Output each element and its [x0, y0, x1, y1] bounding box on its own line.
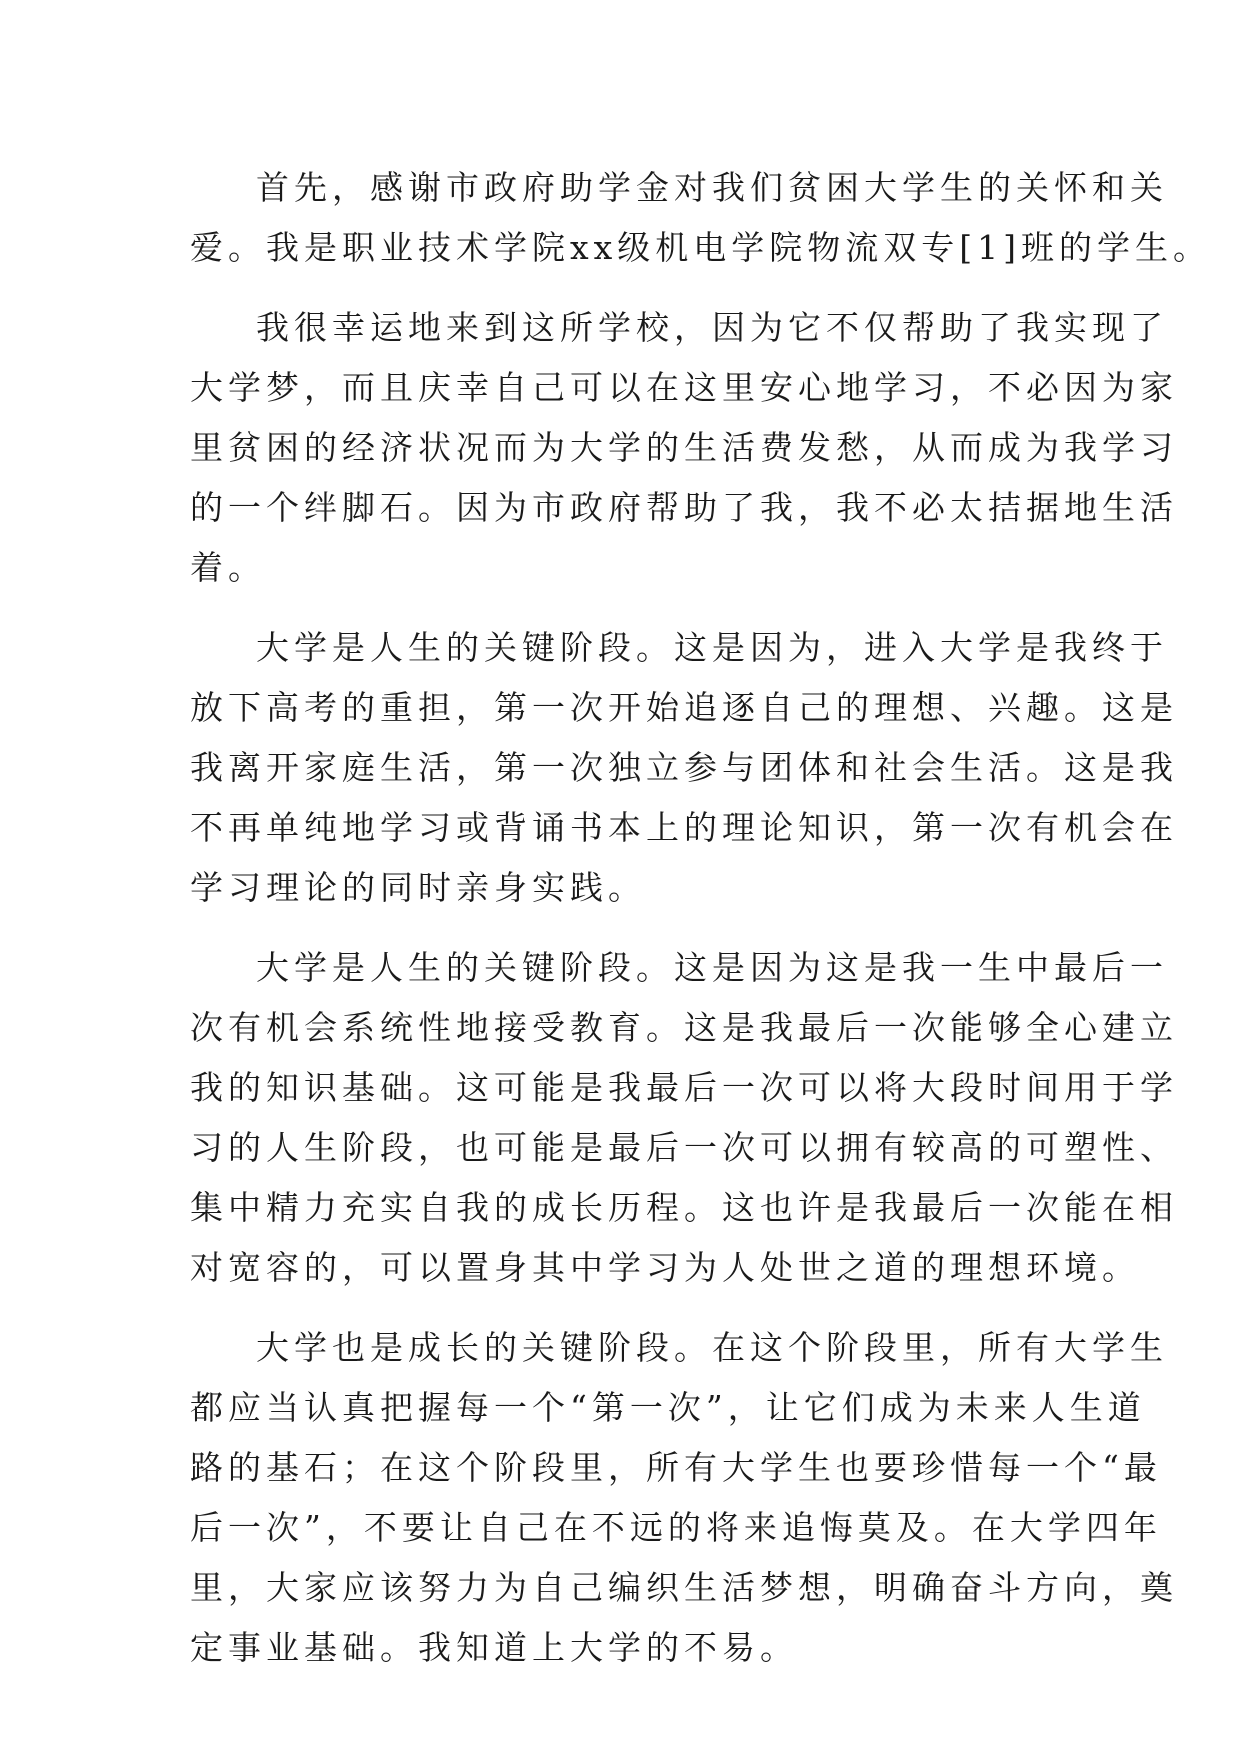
text-line: 我很幸运地来到这所学校，因为它不仅帮助了我实现了 [256, 308, 1168, 347]
paragraph-5 [190, 1318, 1178, 1678]
text-line: 的一个绊脚石。因为市政府帮助了我，我不必太拮据地生活 [190, 488, 1178, 527]
text-line: 次有机会系统性地接受教育。这是我最后一次能够全心建立 [190, 1008, 1178, 1047]
text-line: 我的知识基础。这可能是我最后一次可以将大段时间用于学 [190, 1068, 1178, 1107]
text-line: 路的基石；在这个阶段里，所有大学生也要珍惜每一个“最 [190, 1448, 1162, 1487]
paragraph-2 [190, 298, 1178, 598]
paragraph-1 [190, 158, 1211, 278]
text-line: 我离开家庭生活，第一次独立参与团体和社会生活。这是我 [190, 748, 1178, 787]
paragraph-spacing [190, 918, 1090, 938]
paragraph-4 [190, 938, 1178, 1298]
text-line: 对宽容的，可以置身其中学习为人处世之道的理想环境。 [190, 1248, 1140, 1287]
text-line: 大学是人生的关键阶段。这是因为这是我一生中最后一 [256, 948, 1168, 987]
paragraph-spacing [190, 278, 1090, 298]
text-line: 大学梦，而且庆幸自己可以在这里安心地学习，不必因为家 [190, 368, 1178, 407]
text-line: 里，大家应该努力为自己编织生活梦想，明确奋斗方向，奠 [190, 1568, 1178, 1607]
text-line: 集中精力充实自我的成长历程。这也许是我最后一次能在相 [190, 1188, 1178, 1227]
text-line: 都应当认真把握每一个“第一次”，让它们成为未来人生道 [190, 1388, 1146, 1427]
text-line: 着。 [190, 548, 266, 587]
document-body [190, 158, 1211, 1678]
text-line: 大学是人生的关键阶段。这是因为，进入大学是我终于 [256, 628, 1168, 667]
text-line: 大学也是成长的关键阶段。在这个阶段里，所有大学生 [256, 1328, 1168, 1367]
text-line: 习的人生阶段，也可能是最后一次可以拥有较高的可塑性、 [190, 1128, 1178, 1167]
text-line: 放下高考的重担，第一次开始追逐自己的理想、兴趣。这是 [190, 688, 1178, 727]
text-line: 定事业基础。我知道上大学的不易。 [190, 1628, 798, 1667]
text-line: 爱。我是职业技术学院xx级机电学院物流双专[1]班的学生。 [190, 228, 1211, 267]
text-line: 首先，感谢市政府助学金对我们贫困大学生的关怀和关 [256, 168, 1168, 207]
paragraph-3 [190, 618, 1178, 918]
text-line: 后一次”，不要让自己在不远的将来追悔莫及。在大学四年 [190, 1508, 1162, 1547]
paragraph-spacing [190, 598, 1090, 618]
text-line: 不再单纯地学习或背诵书本上的理论知识，第一次有机会在 [190, 808, 1178, 847]
text-line: 学习理论的同时亲身实践。 [190, 868, 646, 907]
text-line: 里贫困的经济状况而为大学的生活费发愁，从而成为我学习 [190, 428, 1178, 467]
paragraph-spacing [190, 1298, 1090, 1318]
